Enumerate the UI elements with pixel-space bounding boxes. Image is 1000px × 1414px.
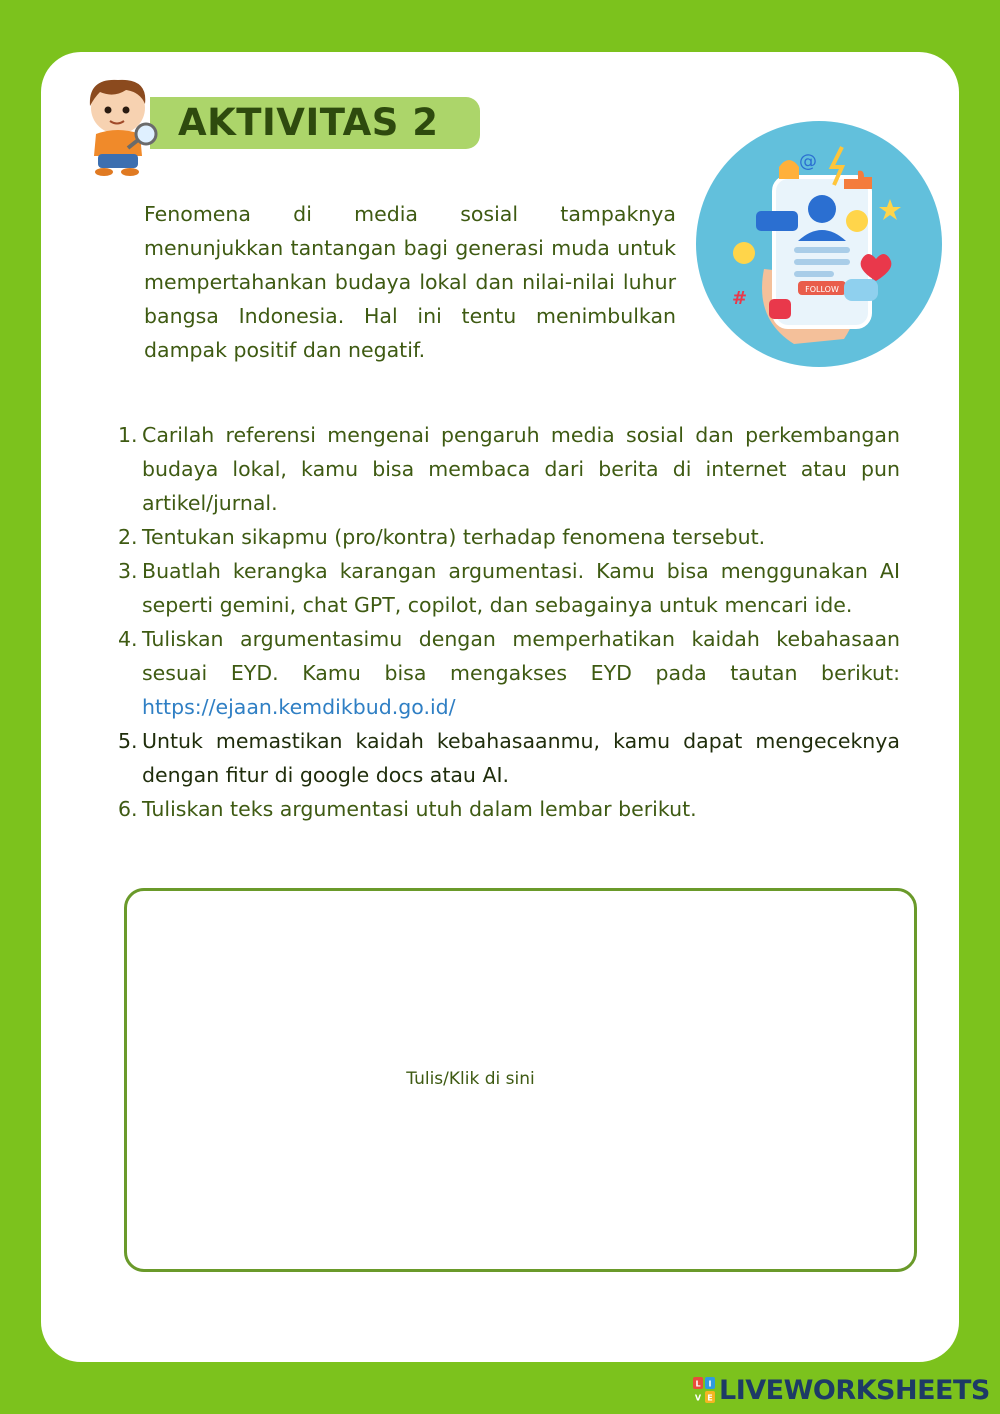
kid-magnifier-icon — [70, 68, 170, 178]
social-media-phone-icon — [694, 119, 944, 369]
list-item: 1. Carilah referensi mengenai pengaruh media sosial dan perkembangan budaya lokal, kamu bisa membaca dari berita di internet atau pun artikel/jurnal. — [118, 423, 900, 515]
answer-placeholder: Tulis/Klik di sini — [406, 1069, 535, 1089]
list-item: 4. Tuliskan argumentasimu dengan memperhatikan kaidah kebahasaan sesuai EYD. Kamu bisa mengakses EYD pada tautan berikut: https://ejaan.kemdikbud.go.id/ — [118, 627, 900, 719]
svg-text:I: I — [708, 1379, 712, 1389]
svg-text:V: V — [694, 1393, 702, 1403]
answer-text-area[interactable] — [124, 888, 917, 1272]
eyd-link[interactable]: https://ejaan.kemdikbud.go.id/ — [142, 695, 456, 719]
list-item: 5. Untuk memastikan kaidah kebahasaanmu, kamu dapat mengeceknya dengan fitur di google docs atau AI. — [118, 729, 900, 787]
list-item: 3. Buatlah kerangka karangan argumentasi. Kamu bisa menggunakan AI seperti gemini, chat GPT, copilot, dan sebagainya untuk mencari ide. — [118, 559, 900, 617]
page-title: AKTIVITAS 2 — [178, 101, 439, 144]
follow-label: FOLLOW — [805, 285, 839, 294]
intro-paragraph: Fenomena di media sosial tampaknya menunjukkan tantangan bagi generasi muda untuk mempertahankan budaya lokal dan nilai-nilai luhur bangsa Indonesia. Hal ini tentu menimbulkan dampak positif dan negatif. — [144, 202, 676, 362]
liveworksheets-logo-icon — [693, 1377, 715, 1403]
svg-text:L: L — [695, 1379, 701, 1389]
svg-text:@: @ — [799, 151, 817, 172]
svg-text:#: # — [732, 288, 748, 309]
list-item: 6. Tuliskan teks argumentasi utuh dalam lembar berikut. — [118, 797, 697, 821]
list-item: 2. Tentukan sikapmu (pro/kontra) terhadap fenomena tersebut. — [118, 525, 766, 549]
liveworksheets-logo[interactable] — [693, 1373, 990, 1407]
svg-text:E: E — [707, 1393, 713, 1403]
brand-name: LIVEWORKSHEETS — [719, 1374, 990, 1406]
instruction-list — [112, 418, 900, 826]
